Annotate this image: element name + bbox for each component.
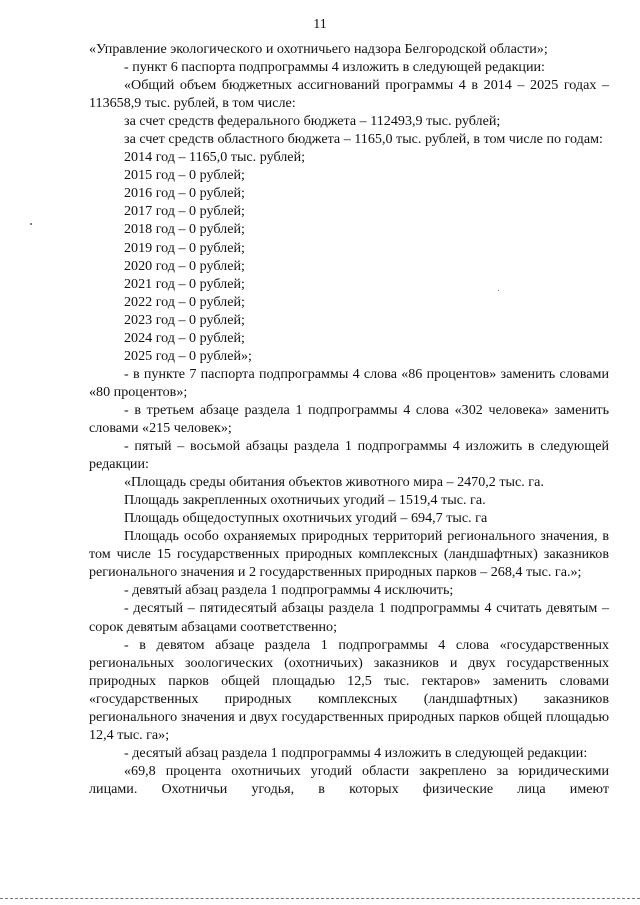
paragraph: 2021 год – 0 рублей; (124, 275, 245, 292)
paragraph: 2024 год – 0 рублей; (124, 329, 245, 346)
scan-speck (30, 223, 32, 225)
paragraph: 2020 год – 0 рублей; (124, 257, 245, 274)
paragraph: - пункт 6 паспорта подпрограммы 4 изложить в следующей редакции: (124, 59, 545, 76)
paragraph: - девятый абзац раздела 1 подпрограммы 4 исключить; (124, 582, 454, 599)
paragraph: «69,8 процента охотничьих угодий области закреплено за юридическими лицами. Охотничьи угодья, в которых физические лица имеют (89, 762, 609, 797)
paragraph: 2014 год – 1165,0 тыс. рублей; (124, 149, 306, 166)
paragraph: «Площадь среды обитания объектов животного мира – 2470,2 тыс. га. (124, 474, 544, 491)
paragraph: - пятый – восьмой абзацы раздела 1 подпрограммы 4 изложить в следующей редакции: (89, 438, 609, 473)
paragraph: 2019 год – 0 рублей; (124, 239, 245, 256)
paragraph: - десятый – пятидесятый абзацы раздела 1 подпрограммы 4 считать девятым – сорок девятым абзацами соответственно; (89, 600, 609, 635)
paragraph: - десятый абзац раздела 1 подпрограммы 4 изложить в следующей редакции: (124, 744, 588, 761)
page-number: 11 (313, 17, 327, 32)
paragraph: 2023 год – 0 рублей; (124, 311, 245, 328)
scan-bottom-edge (0, 898, 640, 899)
paragraph: 2025 год – 0 рублей»; (124, 347, 252, 364)
paragraph: 2016 год – 0 рублей; (124, 185, 245, 202)
paragraph: «Управление экологического и охотничьего надзора Белгородской области»; (89, 41, 548, 57)
paragraph: - в пункте 7 паспорта подпрограммы 4 слова «86 процентов» заменить словами «80 процентов»; (89, 365, 609, 400)
paragraph: 2022 год – 0 рублей; (124, 293, 245, 310)
paragraph: за счет средств областного бюджета – 1165,0 тыс. рублей, в том числе по годам: (124, 131, 603, 148)
paragraph: Площадь особо охраняемых природных территорий регионального значения, в том числе 15 государственных природных комплексных (ландшафтных) заказников регионального значения и 2 государственных природных парков – 268,4 тыс. га.»; (89, 528, 609, 581)
paragraph: за счет средств федерального бюджета – 112493,9 тыс. рублей; (124, 113, 501, 130)
paragraph: Площадь закрепленных охотничьих угодий – 1519,4 тыс. га. (124, 492, 486, 509)
paragraph: «Общий объем бюджетных ассигнований программы 4 в 2014 – 2025 годах – 113658,9 тыс. рублей, в том числе: (89, 77, 609, 112)
paragraph: Площадь общедоступных охотничьих угодий – 694,7 тыс. га (124, 510, 488, 527)
paragraph: - в девятом абзаце раздела 1 подпрограммы 4 слова «государственных региональных зоологических (охотничьих) заказников и двух государственных природных парков общей площадью 12,5 тыс. гектаров» заменить словами «государственных природных комплексных (ландшафтных) заказников регионального значения и двух государственных природных парков общей площадью 12,4 тыс. га»; (89, 636, 609, 743)
paragraph: 2018 год – 0 рублей; (124, 221, 245, 238)
paragraph: 2015 год – 0 рублей; (124, 167, 245, 184)
paragraph: 2017 год – 0 рублей; (124, 203, 245, 220)
paragraph: - в третьем абзаце раздела 1 подпрограммы 4 слова «302 человека» заменить словами «215 человек»; (89, 401, 609, 436)
document-body (89, 40, 609, 798)
